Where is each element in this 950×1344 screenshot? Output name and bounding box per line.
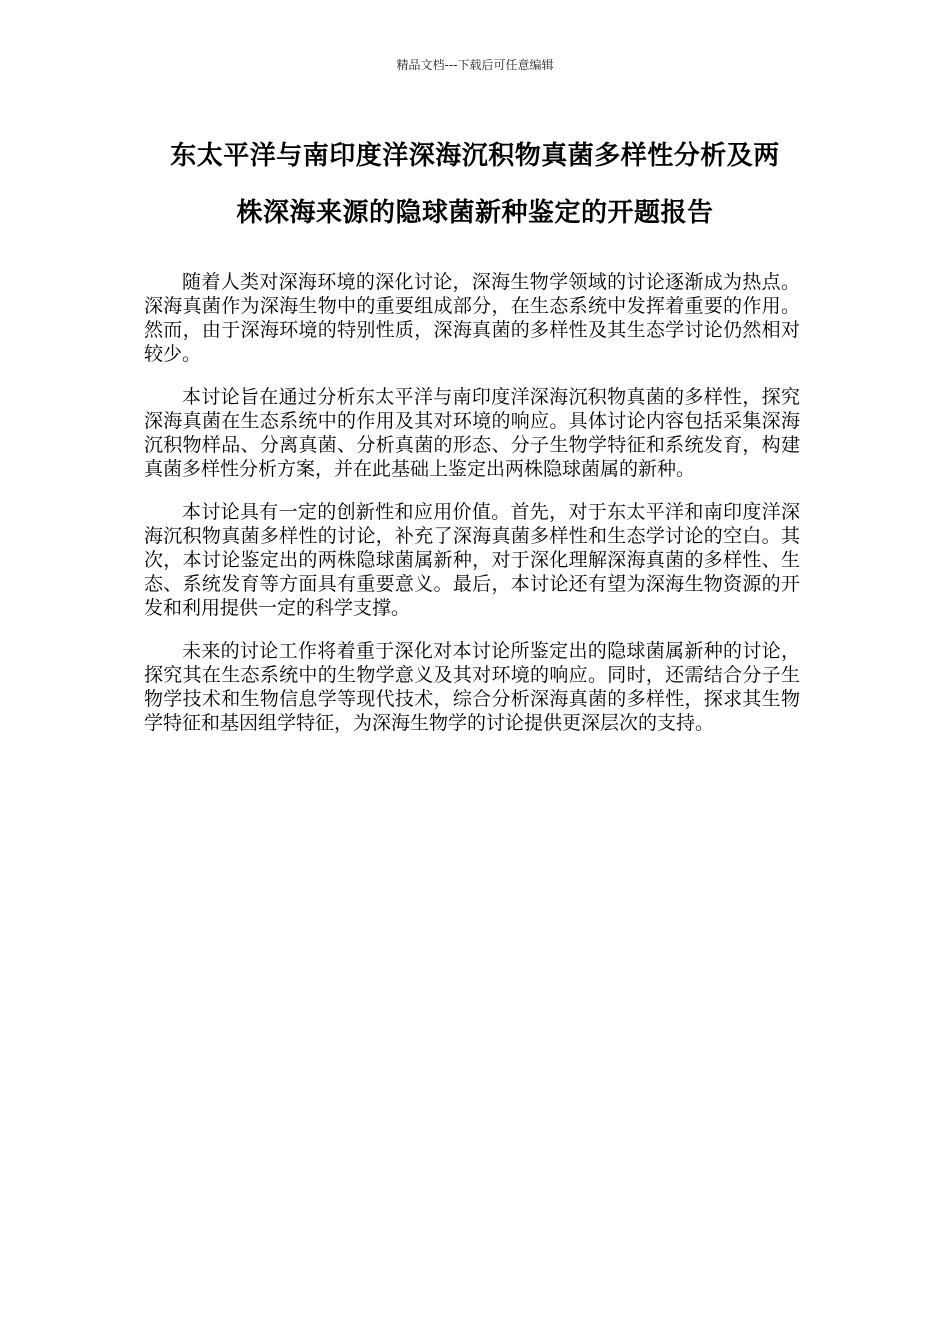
header-note: 精品文档---下载后可任意编辑: [396, 58, 554, 72]
paragraph-1: 随着人类对深海环境的深化讨论，深海生物学领域的讨论逐渐成为热点。深海真菌作为深海生物中的重要组成部分，在生态系统中发挥着重要的作用。然而，由于深海环境的特别性质，深海真菌的多样性及其生态学讨论仍然相对较少。: [144, 271, 800, 365]
paragraph-3: 本讨论具有一定的创新性和应用价值。首先，对于东太平洋和南印度洋深海沉积物真菌多样性的讨论，补充了深海真菌多样性和生态学讨论的空白。其次，本讨论鉴定出的两株隐球菌属新种，对于深化理解深海真菌的多样性、生态、系统发育等方面具有重要意义。最后，本讨论还有望为深海生物资源的开发和利用提供一定的科学支撑。: [144, 501, 800, 619]
document-body: [144, 270, 800, 754]
document-title-line-1: 东太平洋与南印度洋深海沉积物真菌多样性分析及两: [170, 141, 780, 171]
document-title-line-2: 株深海来源的隐球菌新种鉴定的开题报告: [236, 198, 714, 228]
paragraph-2: 本讨论旨在通过分析东太平洋与南印度洋深海沉积物真菌的多样性，探究深海真菌在生态系统中的作用及其对环境的响应。具体讨论内容包括采集深海沉积物样品、分离真菌、分析真菌的形态、分子生物学特征和系统发育，构建真菌多样性分析方案，并在此基础上鉴定出两株隐球菌属的新种。: [144, 386, 800, 480]
document-title: [130, 128, 820, 242]
paragraph-4: 未来的讨论工作将着重于深化对本讨论所鉴定出的隐球菌属新种的讨论，探究其在生态系统中的生物学意义及其对环境的响应。同时，还需结合分子生物学技术和生物信息学等现代技术，综合分析深海真菌的多样性，探求其生物学特征和基因组学特征，为深海生物学的讨论提供更深层次的支持。: [144, 640, 800, 734]
